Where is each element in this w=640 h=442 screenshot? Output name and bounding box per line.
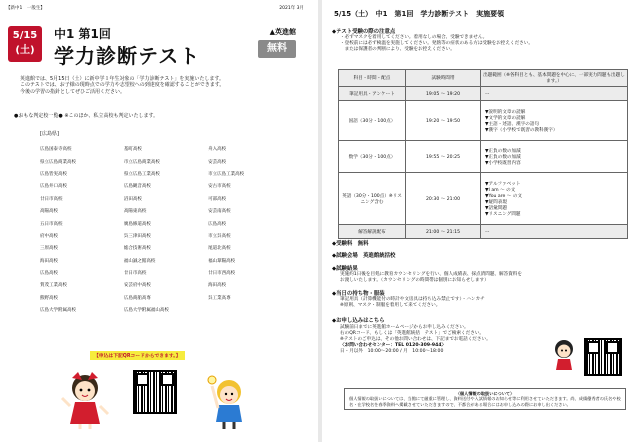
qr-code-apply[interactable] bbox=[133, 370, 177, 414]
guideline-title: 5/15（土） 中1 第1回 学力診断テスト 実施要領 bbox=[334, 10, 505, 18]
schedule-table bbox=[338, 69, 628, 239]
mascot-girl-illustration bbox=[60, 368, 110, 430]
school-name: 基町高校 bbox=[123, 147, 142, 153]
schedule-subject: 数学（30分・100点） bbox=[339, 141, 406, 173]
date-badge-day: 5/15 bbox=[12, 30, 38, 41]
schedule-range: ▼アルファベット ▼I am ～ の文 ▼You are ～ の文 ▼疑問表現 ▼語彙問題 ▼リスニング問題 bbox=[481, 173, 628, 225]
school-row bbox=[38, 292, 290, 304]
results-text bbox=[340, 272, 630, 284]
target-note: 【新中1 一般生】 bbox=[6, 6, 45, 11]
school-name: 広島井口高校 bbox=[40, 184, 67, 190]
apply-line: ※テストのご申込は、その他お問い合わせは、下記までお電話ください。 bbox=[340, 337, 491, 342]
school-row bbox=[38, 267, 290, 279]
brand-name: 英進館 bbox=[275, 28, 296, 36]
schedule-subject: 筆記用具・アンケート bbox=[339, 87, 406, 101]
flyer-back-page bbox=[322, 0, 640, 442]
col-header-subject: 科目・時間・配点 bbox=[339, 70, 406, 87]
school-name: 安芸南高校 bbox=[208, 209, 231, 215]
bring-heading: ◆当日の持ち物・服装 bbox=[332, 291, 385, 297]
school-row bbox=[38, 304, 290, 316]
school-name: 市立広島工業高校 bbox=[208, 171, 245, 177]
results-line: 実施約1日後を目処に教育カウンセリングを行い、個人成績表、採点済問題、解答資料を bbox=[340, 272, 522, 277]
school-row bbox=[38, 168, 290, 180]
school-name: 安芸府中高校 bbox=[123, 283, 151, 289]
school-row bbox=[38, 242, 290, 254]
contact-hours: 日・月以外 10:00～20:00 / 月 10:00～18:00 bbox=[340, 349, 444, 354]
school-name: 市立呉高校 bbox=[208, 233, 231, 239]
schedule-time: 19:55 ～ 20:25 bbox=[406, 141, 481, 173]
school-name: 府中高校 bbox=[40, 233, 58, 239]
school-name: 広島高校 bbox=[208, 221, 227, 227]
flyer-front-page bbox=[0, 0, 318, 442]
school-name: 熊野高校 bbox=[40, 295, 58, 301]
school-name: 福山葦陽高校 bbox=[208, 258, 236, 264]
school-row bbox=[38, 143, 290, 155]
school-row bbox=[38, 193, 290, 205]
results-line: お渡しいたします。（カウンセリングの時間帯は個別にお知らせします） bbox=[340, 278, 489, 283]
school-name: 県立広島工業高校 bbox=[123, 171, 160, 177]
schedule-range: ー bbox=[481, 87, 628, 101]
school-name: 舟入高校 bbox=[208, 147, 227, 153]
fee-heading: ◆受験料 無料 bbox=[332, 241, 369, 247]
school-name: 県立広島商業高校 bbox=[40, 159, 76, 165]
school-name: 高陽東高校 bbox=[123, 209, 147, 215]
apply-line: 右のQRコード、もしくは「英進館統括 テスト」でご検索ください。 bbox=[340, 331, 485, 336]
school-row bbox=[38, 180, 290, 192]
school-row bbox=[38, 217, 290, 229]
title-main: 学力診断テスト bbox=[54, 44, 201, 68]
notes-heading: ◆テスト受験の際の注意点 bbox=[332, 29, 396, 35]
school-row bbox=[38, 205, 290, 217]
school-name: 海田高校 bbox=[40, 258, 58, 264]
schedule-row bbox=[339, 101, 628, 141]
bring-text bbox=[340, 297, 630, 309]
judgement-schools-heading: ●おもな判定校一覧● ※このほか、私立高校も判定いたします。 bbox=[14, 113, 159, 119]
privacy-box bbox=[344, 388, 626, 410]
schedule-time: 19:20 ～ 19:50 bbox=[406, 101, 481, 141]
intro-line: 今後の学習の指針としてぜひご活用ください。 bbox=[20, 88, 126, 95]
intro-line: このテストでは、お子様の現時点での学力や志望校への到達度を確認することができます。 bbox=[20, 82, 225, 89]
school-name: 廿日市高校 bbox=[40, 196, 63, 202]
col-header-range: 出題範囲（※各科目とも、基本問題を中心に、一部実力問題も出題します。） bbox=[481, 70, 628, 87]
intro-line: 英進館では、5月15日（土）に新中学１年生対象の「学力診断テスト」を実施いたします。 bbox=[20, 76, 224, 82]
note-line: ・必ずマスクを着用してください。着用なしの場合、受験できません。 bbox=[340, 35, 488, 40]
school-name: 広島観音高校 bbox=[123, 184, 151, 190]
school-name: 広島大学附属福山高校 bbox=[123, 308, 169, 314]
schedule-row bbox=[339, 173, 628, 225]
school-name bbox=[206, 304, 290, 316]
school-name: 広島皆実高校 bbox=[40, 171, 67, 177]
brand-logo: ▲英進館 bbox=[269, 28, 296, 36]
bring-line: 筆記用具（計算機能付の時計や文房具は持ち込み禁止です）・ハンカチ bbox=[340, 297, 485, 302]
school-name: 広島大学附属高校 bbox=[40, 308, 76, 314]
schedule-subject: 解答解説配布 bbox=[339, 225, 406, 239]
apply-text bbox=[340, 325, 545, 355]
privacy-heading: 〈個人情報の取扱いについて〉 bbox=[455, 391, 515, 396]
schedule-range: ー bbox=[481, 225, 628, 239]
schedule-row bbox=[339, 141, 628, 173]
school-name: 高陽高校 bbox=[40, 209, 58, 215]
notes-list bbox=[340, 35, 630, 53]
school-name: 総合技術高校 bbox=[123, 246, 151, 252]
school-row bbox=[38, 230, 290, 242]
free-badge: 無料 bbox=[258, 40, 296, 58]
intro-text bbox=[20, 76, 300, 95]
note-line: ・登校前には必ず検温を実施してください。発熱等の症状のある方は受験をお控えください。 bbox=[340, 41, 533, 46]
school-name: 三原高校 bbox=[40, 246, 58, 252]
school-name: 呉工業高専 bbox=[208, 295, 231, 301]
school-row bbox=[38, 279, 290, 291]
schedule-range: ▼正負の数の加減 ▼正負の数の加減 ▼小学校既習内容 bbox=[481, 141, 628, 173]
school-name: 広島国泰寺高校 bbox=[40, 147, 72, 153]
privacy-text: 個人情報の取扱いについては、当館にて厳重に管理し、資料送付や入試情報のお知らせ等に利用させていただきます。尚、成績優秀者の氏名や校名・在学校名を春季資料へ掲載させていただきますので、不都合がある場合にはお申し込みの際にお申し出ください。 bbox=[349, 396, 621, 407]
schedule-subject: 英語（30分・100点）※リスニング含む bbox=[339, 173, 406, 225]
school-row bbox=[38, 155, 290, 167]
col-header-time: 試験時間帯 bbox=[406, 70, 481, 87]
mascot-boy-illustration bbox=[206, 372, 252, 430]
school-name: 広島商船高専 bbox=[123, 295, 151, 301]
school-name: 可部高校 bbox=[208, 196, 227, 202]
venue-heading: ◆試験会場 英進館統括校 bbox=[332, 253, 396, 259]
bring-line: ※原則、マスク・制服を着用して来てください。 bbox=[340, 303, 441, 308]
qr-apply-note: 【申込は下記QRコードからできます。】 bbox=[90, 351, 185, 360]
schedule-time: 20:30 ～ 21:00 bbox=[406, 173, 481, 225]
contact-phone[interactable]: 〈お問い合わせセンター：TEL 0120-309-944〉 bbox=[340, 343, 447, 348]
schedule-range: ▼説明的文章の読解 ▼文学的文章の読解 ▼主語・述語、漢字の語句 ▼漢字（小学校で既習の教科漢字） bbox=[481, 101, 628, 141]
note-line: または保護者の判断により、受験をお控えください。 bbox=[340, 47, 455, 52]
date-badge-weekday: (土) bbox=[15, 45, 35, 56]
schedule-time: 21:00 ～ 21:15 bbox=[406, 225, 481, 239]
school-name: 廣島修道高校 bbox=[123, 221, 151, 227]
school-name: 海田高校 bbox=[208, 283, 227, 289]
title-sub: 中1 第1回 bbox=[54, 27, 111, 41]
results-heading: ◆試験結果 bbox=[332, 266, 358, 272]
school-name: 尾道北高校 bbox=[208, 246, 231, 252]
apply-heading: ◆お申し込みはこちら bbox=[332, 318, 385, 324]
mascot-character-illustration bbox=[550, 338, 578, 374]
qr-code-apply[interactable] bbox=[584, 338, 622, 376]
school-name: 安芸高校 bbox=[208, 159, 227, 165]
school-name: 賀茂工業高校 bbox=[40, 283, 67, 289]
school-name: 福山誠之館高校 bbox=[123, 258, 156, 264]
date-badge bbox=[8, 26, 42, 62]
school-name: 呉三津田高校 bbox=[123, 233, 151, 239]
schools-table bbox=[38, 143, 290, 316]
school-name: 広島高校 bbox=[40, 271, 58, 277]
school-name: 安古市高校 bbox=[208, 184, 231, 190]
school-name: 沼田高校 bbox=[123, 196, 142, 202]
schedule-row bbox=[339, 87, 628, 101]
school-name: 廿日市高校 bbox=[123, 271, 147, 277]
schedule-time: 19:05 ～ 19:20 bbox=[406, 87, 481, 101]
school-name: 市立広島商業高校 bbox=[123, 159, 160, 165]
school-name: 廿日市西高校 bbox=[208, 271, 236, 277]
apply-line: 試験前日までに英進館ホームページからお申し込みください。 bbox=[340, 325, 469, 330]
prefecture-label: [広島県] bbox=[40, 131, 59, 137]
schedule-subject: 国語（30分・100点） bbox=[339, 101, 406, 141]
school-row bbox=[38, 255, 290, 267]
issue-date: 2021年 3月 bbox=[279, 6, 304, 11]
school-name: 五日市高校 bbox=[40, 221, 63, 227]
schedule-row bbox=[339, 225, 628, 239]
